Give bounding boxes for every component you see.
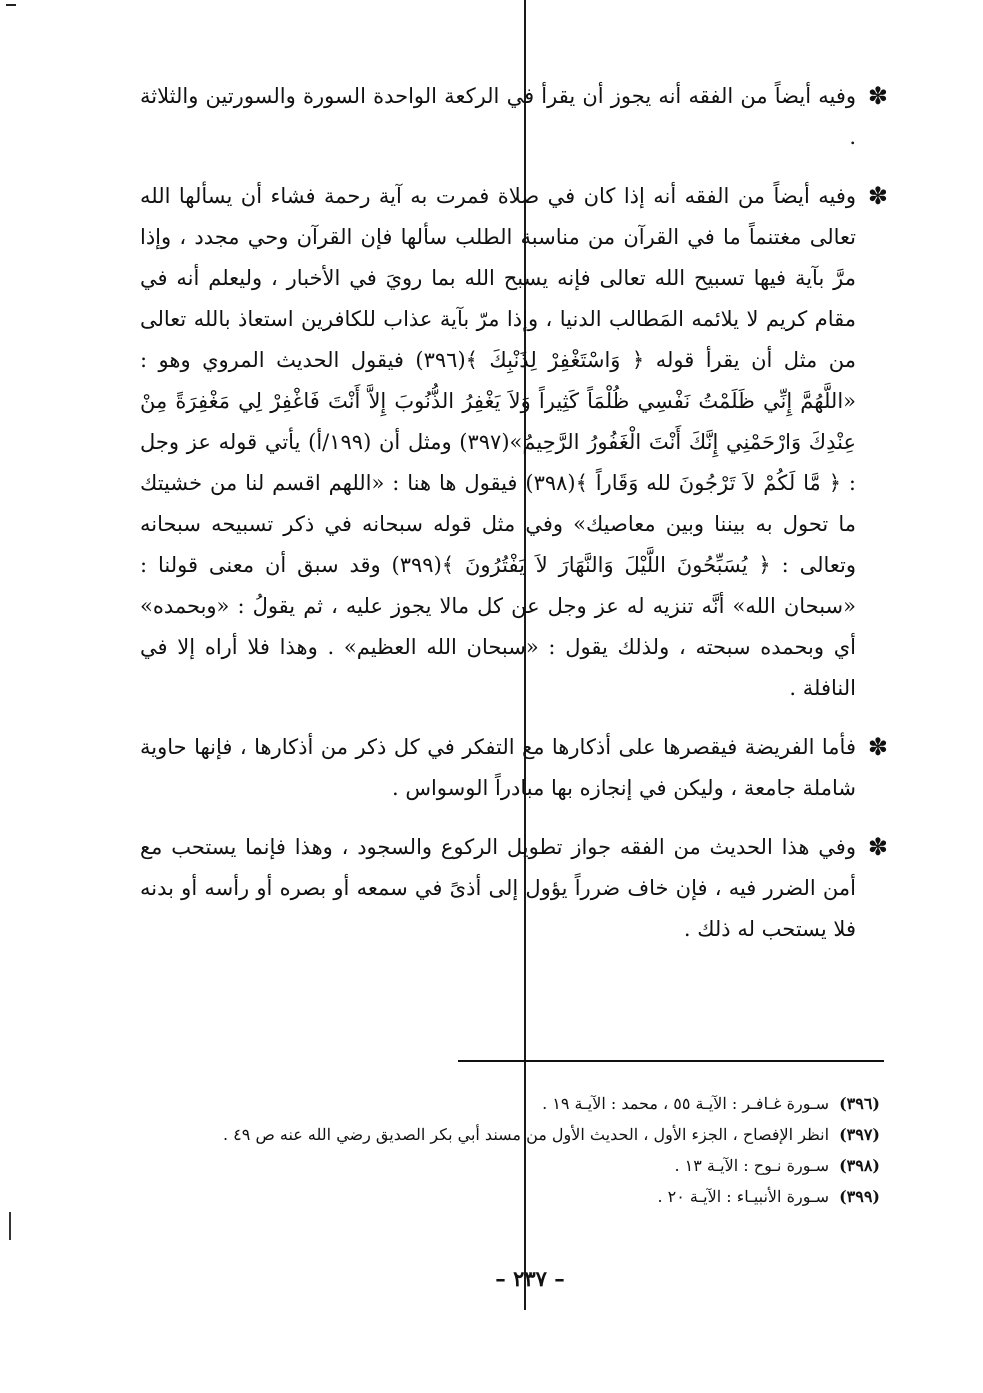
paragraph-text: فأما الفريضة فيقصرها على أذكارها مع التفكر في كل ذكر من أذكارها ، فإنها حاوية شاملة جامعة ، وليكن في إنجازه بها مبادراً الوسواس . — [140, 735, 856, 800]
paragraph — [140, 76, 888, 158]
footnote-number: (٣٩٨) — [839, 1156, 880, 1175]
footnote-number: (٣٩٩) — [839, 1187, 880, 1206]
paragraph — [140, 827, 888, 950]
paragraph — [140, 176, 888, 709]
bullet-icon: ✽ — [867, 82, 888, 110]
bullet-icon: ✽ — [867, 733, 888, 761]
paragraph — [140, 727, 888, 809]
footnote-text: سـورة نـوح : الآيـة ١٣ . — [674, 1156, 830, 1175]
footnote-item — [120, 1150, 880, 1181]
bullet-icon: ✽ — [867, 182, 888, 210]
scan-artifact-left — [9, 1212, 11, 1240]
bullet-icon: ✽ — [867, 833, 888, 861]
footnote-item — [120, 1181, 880, 1212]
footnote-number: (٣٩٧) — [839, 1125, 880, 1144]
footnote-text: سـورة غـافـر : الآيـة ٥٥ ، محمد : الآيـة ١٩ . — [542, 1094, 830, 1113]
page-number: – ٢٣٧ – — [495, 1266, 565, 1291]
footnote-text: انظر الإفصاح ، الجزء الأول ، الحديث الأول من مسند أبي بكر الصديق رضي الله عنه ص ٤٩ . — [223, 1125, 830, 1144]
footnote-text: سـورة الأنبيـاء : الآيـة ٢٠ . — [657, 1187, 830, 1206]
main-text — [140, 76, 888, 968]
footnotes — [120, 1088, 880, 1212]
footnote-separator — [458, 1060, 884, 1062]
footnote-item — [120, 1088, 880, 1119]
paragraph-text: وفي هذا الحديث من الفقه جواز تطويل الركوع والسجود ، وهذا فإنما يستحب مع أمن الضرر فيه ، فإن خاف ضرراً يؤول إلى أذىً في سمعه أو بصره أو رأسه أو بدنه فلا يستحب له ذلك . — [140, 835, 856, 941]
paragraph-text: وفيه أيضاً من الفقه أنه إذا كان في صلاة فمرت به آية رحمة فشاء أن يسألها الله تعالى مغتنماً ما في القرآن من مناسبة الطلب سألها فإن القرآن وحي مجدد ، وإذا مرَّ بآية فيها تسبيح الله تعالى فإنه يسبح الله بما رويَ في الأخبار ، وليعلم أنه في مقام كريم لا يلائمه المَطالب الدنيا ، وإذا مرّ بآية عذاب للكافرين استعاذ بالله تعالى من مثل أن يقرأ قوله ﴿ وَاسْتَغْفِرْ لِذَنْبِكَ ﴾(٣٩٦) فيقول الحديث المروي وهو : «اللَّهُمَّ إِنِّي ظَلَمْتُ نَفْسِي ظُلْمَاً كَثِيراً وَلاَ يَغْفِرُ الذُّنُوبَ إِلاَّ أَنْتَ فَاغْفِرْ لِي مَغْفِرَةً مِنْ عِنْدِكَ وَارْحَمْنِي إِنَّكَ أَنْتَ الْغَفُورُ الرَّحِيمُ»(٣٩٧) ومثل أن (١٩٩/أ) يأتي قوله عز وجل : ﴿ مَّا لَكُمْ لاَ تَرْجُونَ لله وَقَاراً ﴾(٣٩٨) فيقول ها هنا : «اللهم اقسم لنا من خشيتك ما تحول به بيننا وبين معاصيك» وفي مثل قوله سبحانه في ذكر تسبيحه سبحانه وتعالى : ﴿ يُسَبِّحُونَ اللَّيْلَ وَالنَّهَارَ لاَ يَفْتُرُونَ ﴾(٣٩٩) وقد سبق أن معنى قولنا : «سبحان الله» أنَّه تنزيه له عز وجل عن كل مالا يجوز عليه ، ثم يقولُ : «وبحمده» أي وبحمده سبحته ، ولذلك يقول : «سبحان الله العظيم» . وهذا فلا أراه إلا في النافلة . — [140, 184, 856, 700]
footnote-number: (٣٩٦) — [839, 1094, 880, 1113]
scan-artifact-top — [6, 4, 16, 6]
footnote-item — [120, 1119, 880, 1150]
paragraph-text: وفيه أيضاً من الفقه أنه يجوز أن يقرأ في الركعة الواحدة السورة والسورتين والثلاثة . — [140, 84, 856, 149]
